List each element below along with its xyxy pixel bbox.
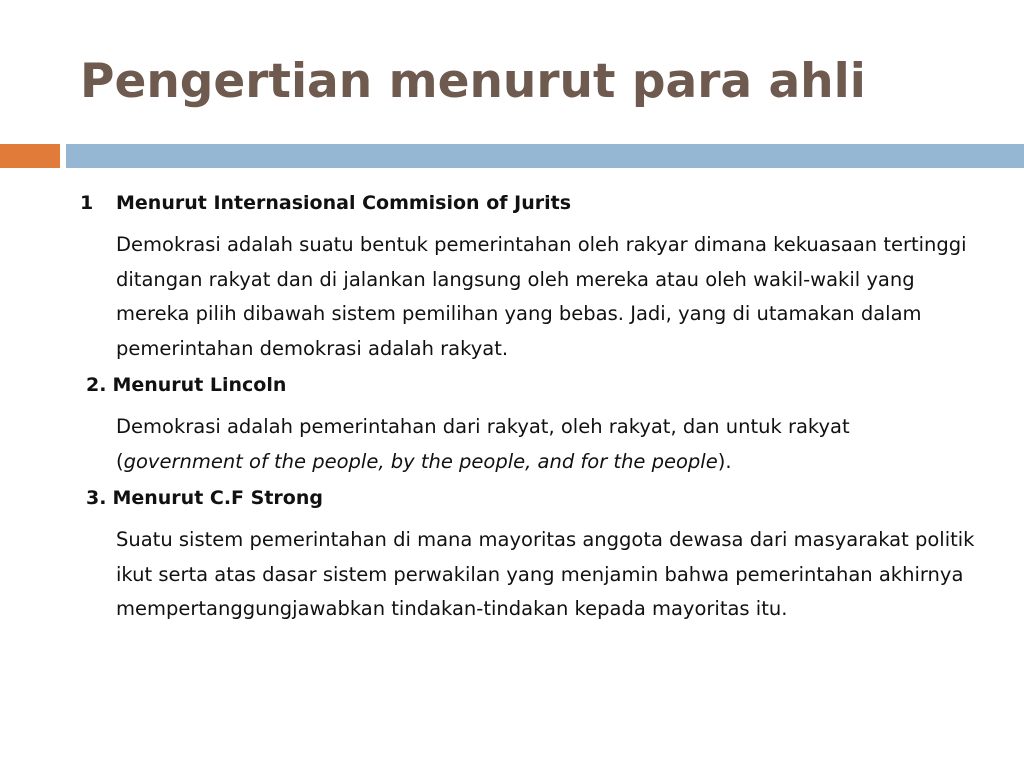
slide-content	[80, 186, 1000, 627]
section-heading-text: Menurut Internasional Commision of Jurits	[116, 192, 571, 214]
section-heading-strong	[80, 481, 1000, 515]
section-heading-icj	[80, 186, 1000, 220]
body-text: ).	[717, 449, 732, 473]
body-text: Demokrasi adalah pemerintahan dari rakyat, oleh rakyat, dan untuk rakyat (	[116, 415, 850, 473]
body-italic-quote: government of the people, by the people, and for the people	[123, 449, 718, 473]
section-heading-lincoln	[80, 368, 1000, 402]
section-heading-text: Menurut Lincoln	[112, 374, 287, 396]
title-rule-accent-blue	[66, 144, 1024, 168]
title-rule-accent-orange	[0, 144, 60, 168]
section-number: 3.	[86, 487, 107, 509]
section-body-lincoln	[116, 410, 976, 479]
slide-title: Pengertian menurut para ahli	[80, 54, 866, 109]
section-number: 2.	[86, 374, 107, 396]
section-heading-text: Menurut C.F Strong	[112, 487, 323, 509]
section-body-strong: Suatu sistem pemerintahan di mana mayoritas anggota dewasa dari masyarakat politik ikut serta atas dasar sistem perwakilan yang menjamin bahwa pemerintahan akhirnya mempertanggungjawabkan tindakan-tindakan kepada mayoritas itu.	[116, 528, 975, 620]
section-number: 1	[80, 192, 94, 214]
section-body-icj: Demokrasi adalah suatu bentuk pemerintahan oleh rakyar dimana kekuasaan tertinggi ditangan rakyat dan di jalankan langsung oleh mereka atau oleh wakil-wakil yang mereka pilih dibawah sistem pemilihan yang bebas. Jadi, yang di utamakan dalam pemerintahan demokrasi adalah rakyat.	[116, 233, 967, 360]
